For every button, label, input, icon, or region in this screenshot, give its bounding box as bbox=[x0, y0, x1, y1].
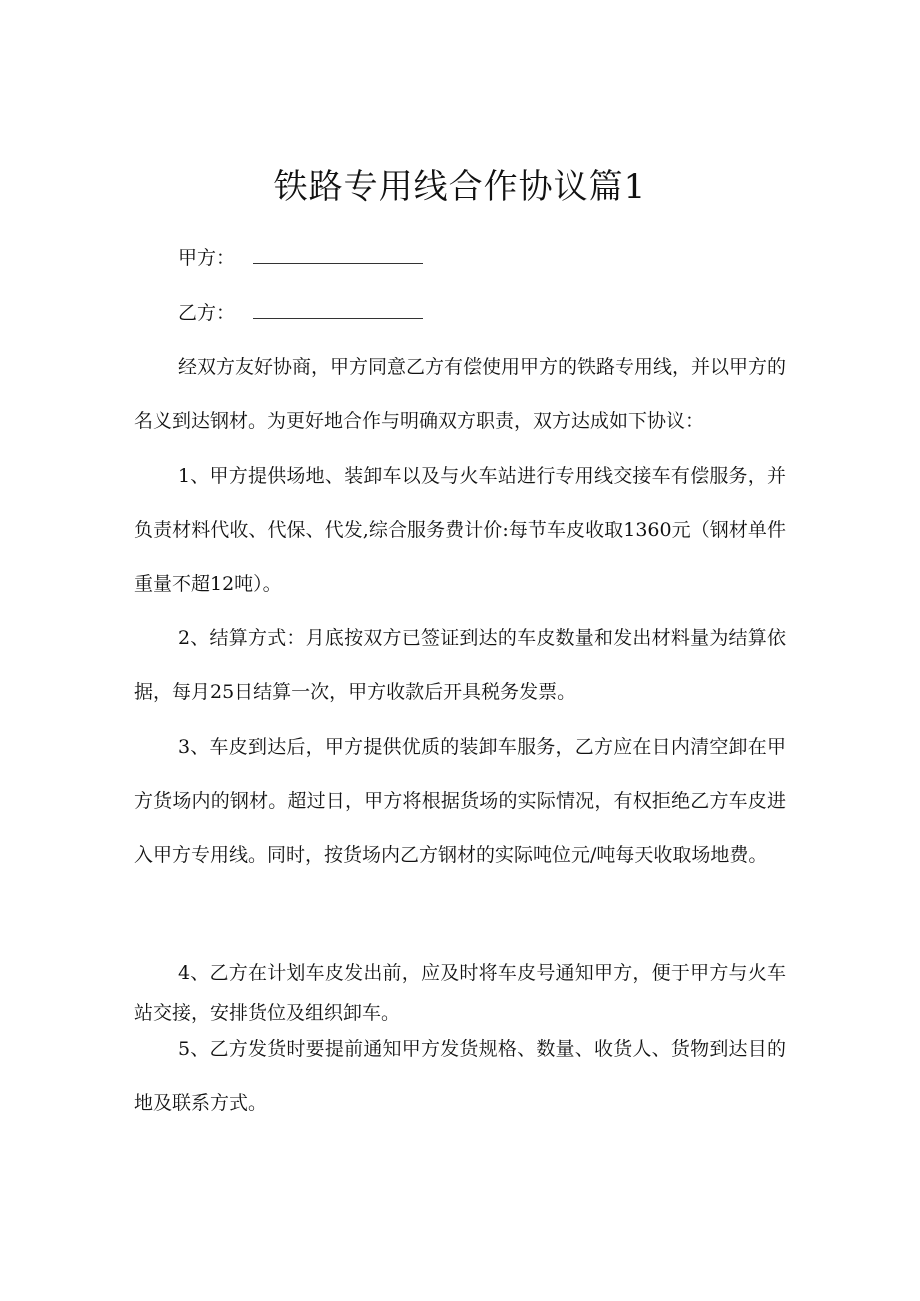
paragraph-clause-3: 3、车皮到达后，甲方提供优质的装卸车服务，乙方应在日内清空卸在甲方货场内的钢材。超过日，甲方将根据货场的实际情况，有权拒绝乙方车皮进入甲方专用线。同时，按货场内乙方钢材的实际吨位元/吨每天收取场地费。 bbox=[134, 736, 786, 866]
document-title: 铁路专用线合作协议篇1 bbox=[273, 167, 647, 207]
party-b-line bbox=[178, 298, 423, 328]
paragraph-clause-4: 4、乙方在计划车皮发出前，应及时将车皮号通知甲方，便于甲方与火车站交接，安排货位及组织卸车。 bbox=[134, 962, 786, 1024]
party-b-label: 乙方： bbox=[178, 302, 236, 324]
party-b-blank bbox=[253, 298, 423, 319]
party-a-blank bbox=[253, 243, 423, 264]
paragraph-clause-1: 1、甲方提供场地、装卸车以及与火车站进行专用线交接车有偿服务，并负责材料代收、代保、代发,综合服务费计价:每节车皮收取1360元（钢材单件重量不超12吨）。 bbox=[134, 465, 786, 595]
party-a-line bbox=[178, 243, 423, 273]
paragraph-clause-2: 2、结算方式：月底按双方已签证到达的车皮数量和发出材料量为结算依据，每月25日结算一次，甲方收款后开具税务发票。 bbox=[134, 627, 786, 703]
party-a-label: 甲方： bbox=[178, 247, 236, 269]
paragraph-intro: 经双方友好协商，甲方同意乙方有偿使用甲方的铁路专用线，并以甲方的名义到达钢材。为更好地合作与明确双方职责，双方达成如下协议： bbox=[134, 356, 787, 432]
paragraph-clause-5: 5、乙方发货时要提前通知甲方发货规格、数量、收货人、货物到达目的地及联系方式。 bbox=[134, 1038, 786, 1114]
